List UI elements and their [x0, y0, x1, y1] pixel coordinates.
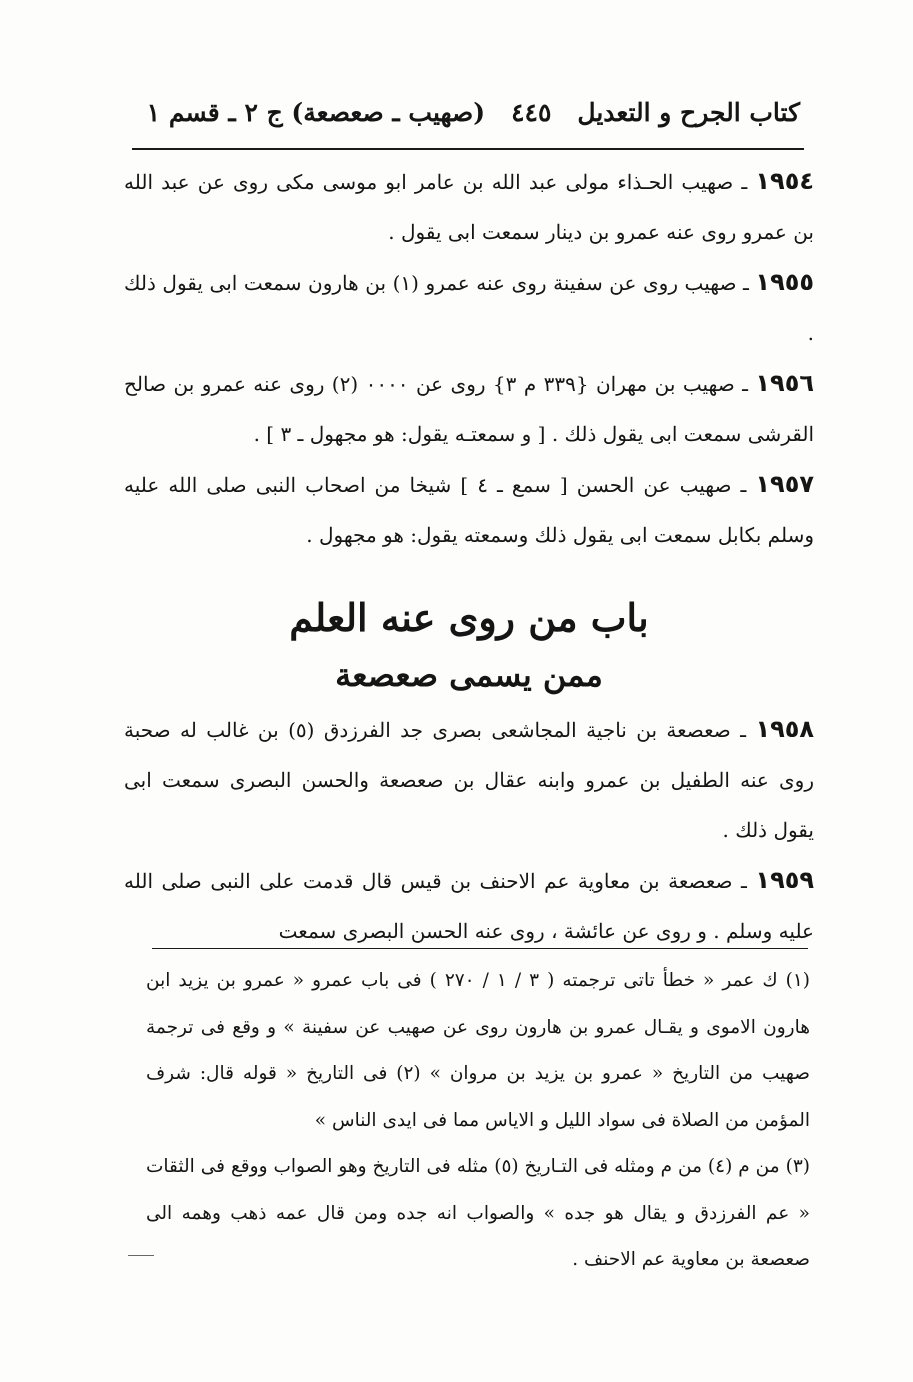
- header-rule: [132, 148, 804, 150]
- footnote-paragraph: (٣) من م (٤) من م ومثله فى التـاريخ (٥) مثله فى التاريخ وهو الصواب ووقع فى الثقات « عم الفرزدق و يقال هو جده » والصواب انه جده ومن قال عمه ذهب وهمه الى صعصعة بن معاوية عم الاحنف .: [146, 1156, 810, 1270]
- entry-1959: [124, 855, 814, 956]
- entries-block-2: [124, 704, 814, 956]
- margin-mark: [128, 1255, 154, 1256]
- entry-number: ١٩٥٤: [755, 167, 814, 195]
- entry-number: ١٩٥٨: [755, 715, 815, 743]
- entry-text: ـ صهيب بن مهران {٣٣٩ م ٣} روى عن ٠٠٠٠ (٢) روى عنه عمرو بن صالح القرشى سمعت ابى يقول ذلك . [ و سمعتـه يقول: هو مجهول ـ ٣ ] .: [124, 372, 814, 446]
- entry-text: ـ صعصعة بن معاوية عم الاحنف بن قيس قال قدمت على النبى صلى الله عليه وسلم . و روى عن عائشة ، روى عنه الحسن البصرى سمعت: [124, 869, 814, 943]
- book-title: كتاب الجرح و التعديل: [577, 97, 800, 127]
- entry-1955: [124, 257, 814, 358]
- footnote-paragraph: (١) ك عمر « خطأ تاتى ترجمته ( ٣ / ١ / ٢٧٠ ) فى باب عمرو « عمرو بن يزيد ابن هارون الاموى و يقـال عمرو بن هارون روى عن صهيب عن سفينة » و وقع فى ترجمة صهيب من التاريخ « عمرو بن يزيد بن مروان » (٢) فى التاريخ « قوله قال: شرف المؤمن من الصلاة فى سواد الليل و الاياس مما فى ايدى الناس »: [146, 970, 810, 1131]
- entry-text: ـ صهيب روى عن سفينة روى عنه عمرو (١) بن هارون سمعت ابى يقول ذلك .: [124, 271, 814, 345]
- entry-number: ١٩٥٩: [755, 866, 815, 894]
- chapter-title: باب من روى عنه العلم: [289, 595, 649, 640]
- entry-number: ١٩٥٧: [755, 470, 814, 498]
- entry-number: ١٩٥٥: [755, 268, 815, 296]
- page-number: ٤٤٥: [511, 97, 552, 127]
- page-header: [120, 88, 800, 136]
- entry-1954: [124, 156, 814, 257]
- entry-number: ١٩٥٦: [755, 369, 814, 397]
- chapter-subtitle: ممن يسمى صعصعة: [335, 656, 603, 694]
- footnote-rule: [152, 948, 808, 949]
- entries-block: [124, 156, 814, 560]
- entry-text: ـ صهيب عن الحسن [ سمع ـ ٤ ] شيخا من اصحاب النبى صلى الله عليه وسلم بكابل سمعت ابى يقول ذلك وسمعته يقول: هو مجهول .: [124, 473, 814, 547]
- section-range: (صهيب ـ صعصعة) ج ٢ ـ قسم ١: [146, 97, 486, 127]
- entry-text: ـ صعصعة بن ناجية المجاشعى بصرى جد الفرزدق (٥) بن غالب له صحبة روى عنه الطفيل بن عمرو وابنه عقال بن صعصعة والحسن البصرى سمعت ابى يقول ذلك .: [124, 718, 814, 842]
- entry-1956: [124, 358, 814, 459]
- entry-text: ـ صهيب الحـذاء مولى عبد الله بن عامر ابو موسى مكى روى عن عبد الله بن عمرو روى عنه عمرو بن دينار سمعت ابى يقول .: [124, 170, 814, 244]
- entry-1958: [124, 704, 814, 855]
- footnotes-block: [146, 958, 810, 1284]
- entry-1957: [124, 459, 814, 560]
